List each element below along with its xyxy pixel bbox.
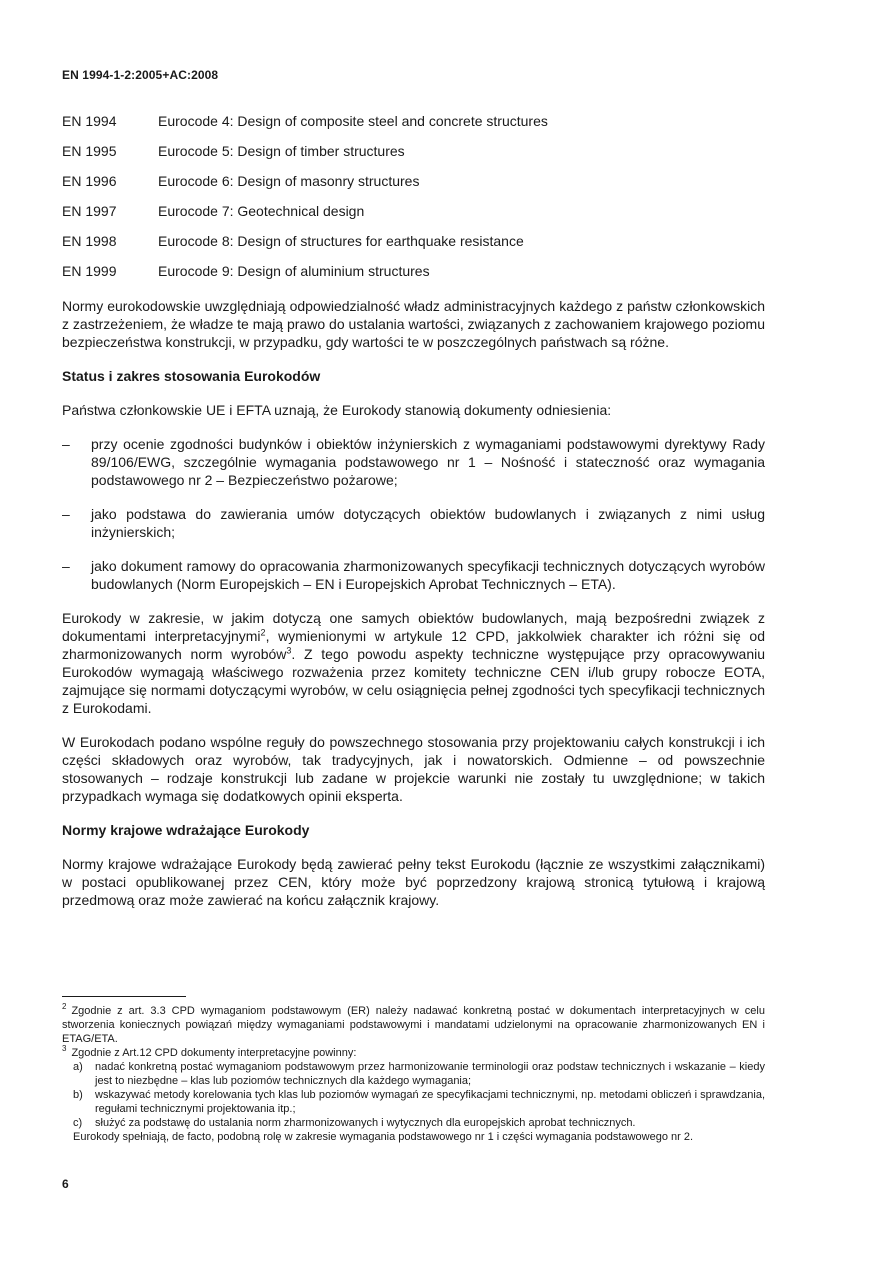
footnote-text: Zgodnie z Art.12 CPD dokumenty interpretacyjne powinny: [71, 1047, 357, 1059]
eurocode-title: Eurocode 8: Design of structures for earthquake resistance [158, 233, 524, 249]
bullet-text: jako dokument ramowy do opracowania zharmonizowanych specyfikacji technicznych dotyczących wyrobów budowlanych (Norm Europejskich – EN i Europejskich Aprobat Technicznych – ETA). [91, 558, 765, 592]
list-item [62, 435, 765, 489]
main-text [62, 297, 765, 925]
document-id-header: EN 1994-1-2:2005+AC:2008 [62, 68, 219, 82]
bullet-dash: – [62, 558, 70, 574]
scope-text-part: , wymienionymi w artykule 12 CPD, jakkolwiek charakter ich różni się od zharmonizowanych norm wyrobów [62, 628, 765, 662]
footnote-ref-3[interactable]: 3 [286, 645, 292, 656]
eurocode-title: Eurocode 6: Design of masonry structures [158, 173, 420, 189]
scope-paragraph [62, 609, 765, 717]
intro-paragraph: Normy eurokodowskie uwzględniają odpowiedzialność władz administracyjnych każdego z państw członkowskich z zastrzeżeniem, że władze te mają prawo do ustalania wartości, związanych z zachowaniem krajowego poziomu bezpieczeństwa konstrukcji, w przypadku, gdy wartości te w poszczególnych państwach są różne. [62, 298, 765, 350]
footnote-sub-item [62, 1088, 765, 1116]
footnote-sub-item [62, 1060, 765, 1088]
eurocode-list [62, 112, 782, 292]
footnote-sub-text: wskazywać metody korelowania tych klas lub poziomów wymagań ze specyfikacjami technicznymi, np. metodami obliczeń i sprawdzania, regułami technicznymi projektowania itp.; [95, 1089, 765, 1115]
eurocode-number: EN 1996 [62, 173, 117, 189]
footnote-sub-letter: b) [73, 1089, 83, 1101]
eurocode-row [62, 262, 782, 292]
footnote-2 [62, 1004, 765, 1046]
eurocode-row [62, 202, 782, 232]
eurocode-number: EN 1994 [62, 113, 117, 129]
footnote-3 [62, 1046, 765, 1060]
eurocode-title: Eurocode 7: Geotechnical design [158, 203, 365, 219]
eurocode-number: EN 1998 [62, 233, 117, 249]
footnote-sub-letter: c) [73, 1117, 83, 1129]
footnote-sub-text: służyć za podstawę do ustalania norm zharmonizowanych i wytycznych dla europejskich aprobat technicznych. [95, 1117, 636, 1129]
bullet-text: jako podstawa do zawierania umów dotyczących obiektów budowlanych i związanych z nimi usług inżynierskich; [91, 506, 765, 540]
eurocode-title: Eurocode 9: Design of aluminium structures [158, 263, 430, 279]
eurocode-row [62, 232, 782, 262]
scope-text-part: . Z tego powodu aspekty techniczne występujące przy opracowywaniu Eurokodów wymagają właściwego rozważenia przez komitety techniczne CEN i/lub grupy robocze EOTA, zajmujące się normami dotyczącymi wyrobów, w celu osiągnięcia pełnej zgodności tych specyfikacji technicznych z Eurokodami. [62, 646, 765, 716]
list-item [62, 505, 765, 541]
footnote-sub-text: nadać konkretną postać wymaganiom podstawowym przez harmonizowanie terminologii oraz podstaw technicznych i wskazanie – kiedy jest to niezbędne – klas lub poziomów technicznych dla każdego wymagania; [95, 1061, 765, 1087]
national-paragraph: Normy krajowe wdrażające Eurokody będą zawierać pełny tekst Eurokodu (łącznie ze wszystkimi załącznikami) w postaci opublikowanej przez CEN, który może być poprzedzony krajową stronicą tytułową i krajową przedmową oraz może zawierać na końcu załącznik krajowy. [62, 856, 765, 908]
footnote-mark: 3 [62, 1044, 67, 1054]
eurocode-row [62, 142, 782, 172]
footnote-mark: 2 [62, 1002, 67, 1012]
page-number: 6 [62, 1177, 69, 1191]
eurocode-number: EN 1999 [62, 263, 117, 279]
footnote-closing: Eurokody spełniają, de facto, podobną rolę w zakresie wymagania podstawowego nr 1 i części wymagania podstawowego nr 2. [73, 1131, 694, 1143]
bullet-dash: – [62, 506, 70, 522]
eurocode-row [62, 112, 782, 142]
eurocode-title: Eurocode 5: Design of timber structures [158, 143, 405, 159]
eurocode-title: Eurocode 4: Design of composite steel and concrete structures [158, 113, 548, 129]
footnote-ref-2[interactable]: 2 [260, 627, 266, 638]
eurocode-number: EN 1995 [62, 143, 117, 159]
scope-text-part: Eurokody w zakresie, w jakim dotyczą one samych obiektów budowlanych, mają bezpośredni związek z dokumentami interpretacyjnymi [62, 610, 765, 644]
list-item [62, 557, 765, 593]
national-heading: Normy krajowe wdrażające Eurokody [62, 822, 310, 838]
status-heading: Status i zakres stosowania Eurokodów [62, 368, 321, 384]
footnote-separator [62, 996, 186, 997]
footnote-sub-letter: a) [73, 1061, 83, 1073]
rules-paragraph: W Eurokodach podano wspólne reguły do powszechnego stosowania przy projektowaniu całych konstrukcji i ich części składowych oraz wyrobów, tak tradycyjnych, jak i nowatorskich. Odmienne – od powszechnie stosowanych – rodzaje konstrukcji lub zadane w projekcie warunki nie zostały tu uwzględnione; w takich przypadkach wymaga się dodatkowych opinii eksperta. [62, 734, 765, 804]
bullet-text: przy ocenie zgodności budynków i obiektów inżynierskich z wymaganiami podstawowymi dyrektywy Rady 89/106/EWG, szczególnie wymagania podstawowego nr 1 – Nośność i stateczność oraz wymagania podstawowego nr 2 – Bezpieczeństwo pożarowe; [91, 436, 765, 488]
footnote-sub-item [62, 1116, 765, 1130]
eurocode-number: EN 1997 [62, 203, 117, 219]
status-lead-paragraph: Państwa członkowskie UE i EFTA uznają, że Eurokody stanowią dokumenty odniesienia: [62, 402, 612, 418]
eurocode-row [62, 172, 782, 202]
bullet-dash: – [62, 436, 70, 452]
footnotes [62, 1004, 765, 1144]
footnote-text: Zgodnie z art. 3.3 CPD wymaganiom podstawowym (ER) należy nadawać konkretną postać w dokumentach interpretacyjnych w celu stworzenia koniecznych powiązań między wymaganiami podstawowymi i mandatami udzielonymi na opracowanie zharmonizowanych EN i ETAG/ETA. [62, 1005, 765, 1045]
